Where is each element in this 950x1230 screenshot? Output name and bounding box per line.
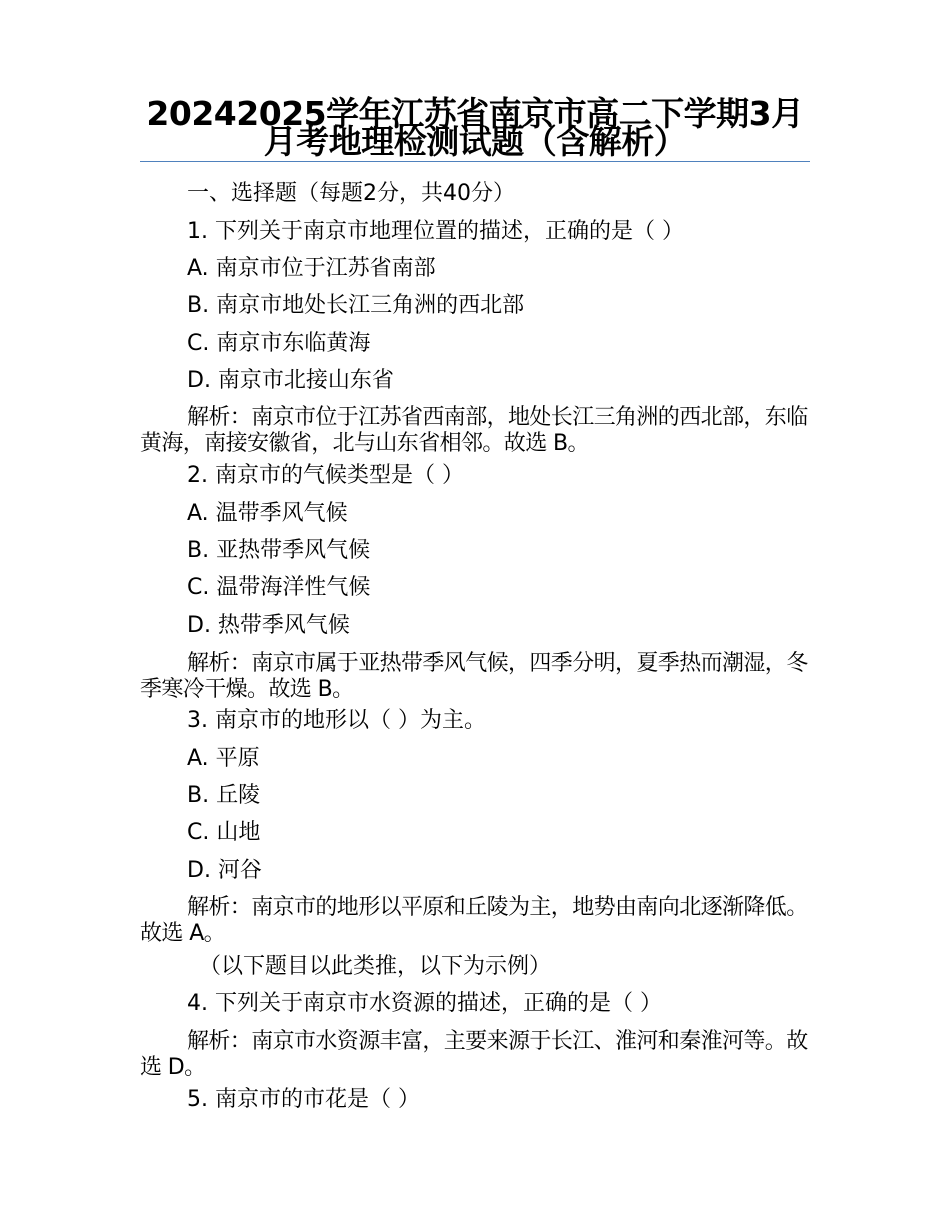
question-2-stem: 2. 南京市的气候类型是（ ）	[187, 463, 464, 488]
question-3-option-d: D. 河谷	[187, 858, 262, 883]
question-3-stem: 3. 南京市的地形以（ ）为主。	[187, 708, 486, 733]
question-2-analysis-text: 解析：南京市属于亚热带季风气候，四季分明，夏季热而潮湿，冬季寒冷干燥。故选 B。	[140, 651, 808, 702]
question-3-analysis	[140, 895, 810, 947]
question-3-option-b: B. 丘陵	[187, 783, 261, 808]
question-5-stem: 5. 南京市的市花是（ ）	[187, 1087, 420, 1112]
question-1-option-c: C. 南京市东临黄海	[187, 331, 371, 356]
question-1-option-b: B. 南京市地处长江三角洲的西北部	[187, 293, 525, 318]
question-2-option-d: D. 热带季风气候	[187, 613, 350, 638]
question-2-option-b: B. 亚热带季风气候	[187, 538, 371, 563]
document-title: 20242025学年江苏省南京市高二下学期3月月考地理检测试题（含解析）	[146, 94, 804, 161]
question-1-analysis-text: 解析：南京市位于江苏省西南部，地处长江三角洲的西北部，东临黄海，南接安徽省，北与山东省相邻。故选 B。	[140, 405, 808, 456]
question-1-option-d: D. 南京市北接山东省	[187, 368, 394, 393]
question-3-analysis-text: 解析：南京市的地形以平原和丘陵为主，地势由南向北逐渐降低。故选 A。	[140, 895, 808, 946]
question-2-option-a: A. 温带季风气候	[187, 501, 348, 526]
question-2-analysis	[140, 651, 810, 703]
question-3-option-a: A. 平原	[187, 746, 260, 771]
question-4-analysis	[140, 1029, 810, 1081]
question-2-option-c: C. 温带海洋性气候	[187, 575, 371, 600]
question-3-option-c: C. 山地	[187, 820, 261, 845]
question-4-analysis-text: 解析：南京市水资源丰富，主要来源于长江、淮河和秦淮河等。故选 D。	[140, 1029, 808, 1080]
section-heading: 一、选择题（每题2分，共40分）	[187, 181, 515, 206]
question-4-stem: 4. 下列关于南京市水资源的描述，正确的是（ ）	[187, 991, 662, 1016]
question-1-analysis	[140, 405, 810, 457]
title-underline	[140, 161, 810, 162]
question-1-option-a: A. 南京市位于江苏省南部	[187, 256, 436, 281]
question-1-stem: 1. 下列关于南京市地理位置的描述，正确的是（ ）	[187, 219, 684, 244]
example-note: （以下题目以此类推，以下为示例）	[199, 954, 552, 979]
